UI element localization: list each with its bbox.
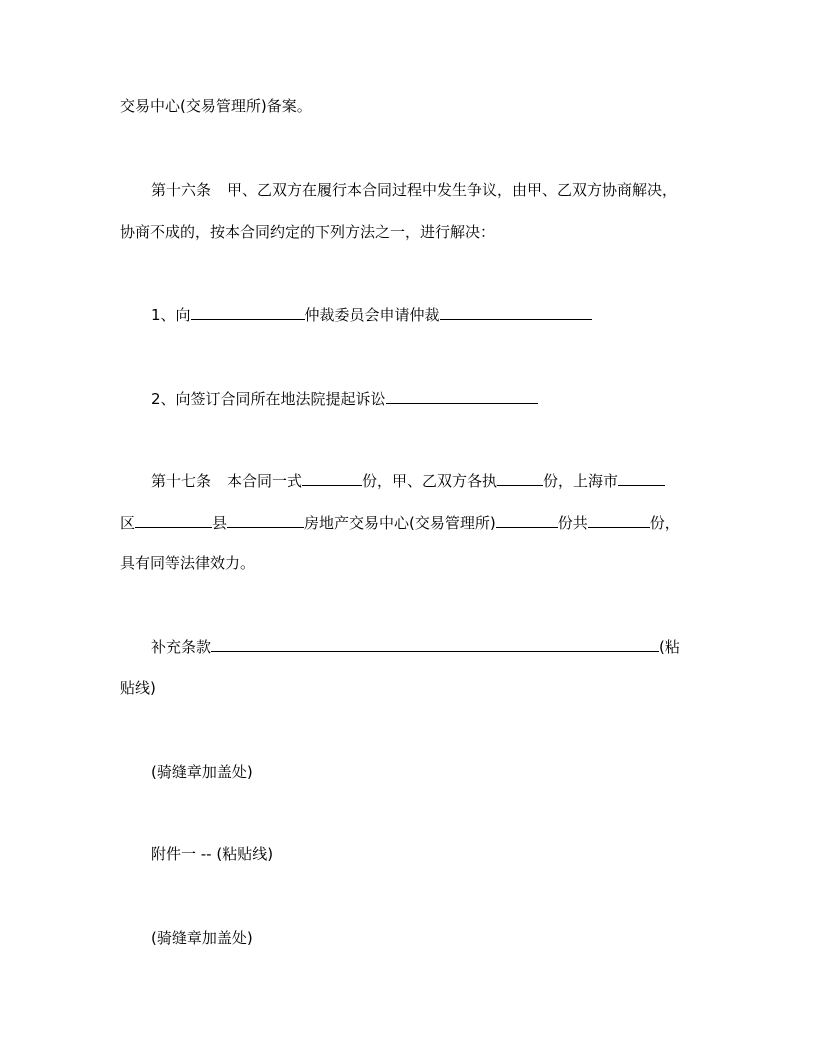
article-16-line-2 <box>120 222 495 242</box>
option-1-prefix: 1、向 <box>151 306 191 324</box>
article-17-line-1 <box>151 470 665 491</box>
seal-line-2 <box>151 928 253 948</box>
county-blank[interactable] <box>227 512 304 528</box>
text-continuation: 交易中心(交易管理所)备案。 <box>120 97 312 115</box>
supplement-line-2 <box>120 678 156 698</box>
option-1-text: 仲裁委员会申请仲裁 <box>304 306 440 324</box>
option-2-blank[interactable] <box>386 388 538 404</box>
total-copies-blank[interactable] <box>588 512 650 528</box>
option-2-text: 2、向签订合同所在地法院提起诉讼 <box>151 390 386 408</box>
supplement-line-1 <box>151 636 680 657</box>
seal-line-1 <box>151 762 253 782</box>
center-copies-blank[interactable] <box>496 512 558 528</box>
article-16-text-cont: 协商不成的，按本合同约定的下列方法之一，进行解决： <box>120 223 496 241</box>
supplement-tail: (粘 <box>659 638 680 656</box>
attachment-line <box>151 844 273 864</box>
county-label: 县 <box>212 514 228 532</box>
article-17-text-9: 具有同等法律效力。 <box>120 554 256 572</box>
attachment-title: 附件一 -- (粘贴线) <box>151 845 274 863</box>
article-17-heading: 第十七条 <box>151 472 212 490</box>
option-2-line <box>151 388 538 409</box>
supplement-tail-cont: 贴线) <box>120 679 156 697</box>
district-blank[interactable] <box>135 512 212 528</box>
article-17-text-3: 份，上海市 <box>543 472 619 490</box>
option-1-blank[interactable] <box>440 304 592 320</box>
seal-note: (骑缝章加盖处) <box>151 763 253 781</box>
article-17-text-1: 本合同一式 <box>227 472 303 490</box>
supplement-blank[interactable] <box>211 636 659 652</box>
article-16-heading: 第十六条 <box>151 181 212 199</box>
seal-note: (骑缝章加盖处) <box>151 929 253 947</box>
article-17-text-8: 份， <box>649 514 680 532</box>
paragraph-line <box>120 96 312 116</box>
district-label: 区 <box>120 514 136 532</box>
article-17-text-6: 房地产交易中心(交易管理所) <box>304 514 496 532</box>
copies-total-blank[interactable] <box>302 470 362 486</box>
supplement-label: 补充条款 <box>151 638 212 656</box>
article-17-line-2 <box>120 512 680 533</box>
copies-each-blank[interactable] <box>497 470 543 486</box>
arbitration-body-blank[interactable] <box>191 304 305 320</box>
article-17-text-2: 份，甲、乙双方各执 <box>362 472 498 490</box>
option-1-line <box>151 304 592 325</box>
article-17-text-7: 份共 <box>557 514 588 532</box>
article-16-text: 甲、乙双方在履行本合同过程中发生争议，由甲、乙双方协商解决， <box>227 181 678 199</box>
article-17-line-3 <box>120 553 255 573</box>
city-blank[interactable] <box>618 470 665 486</box>
article-16-line-1 <box>151 180 677 200</box>
